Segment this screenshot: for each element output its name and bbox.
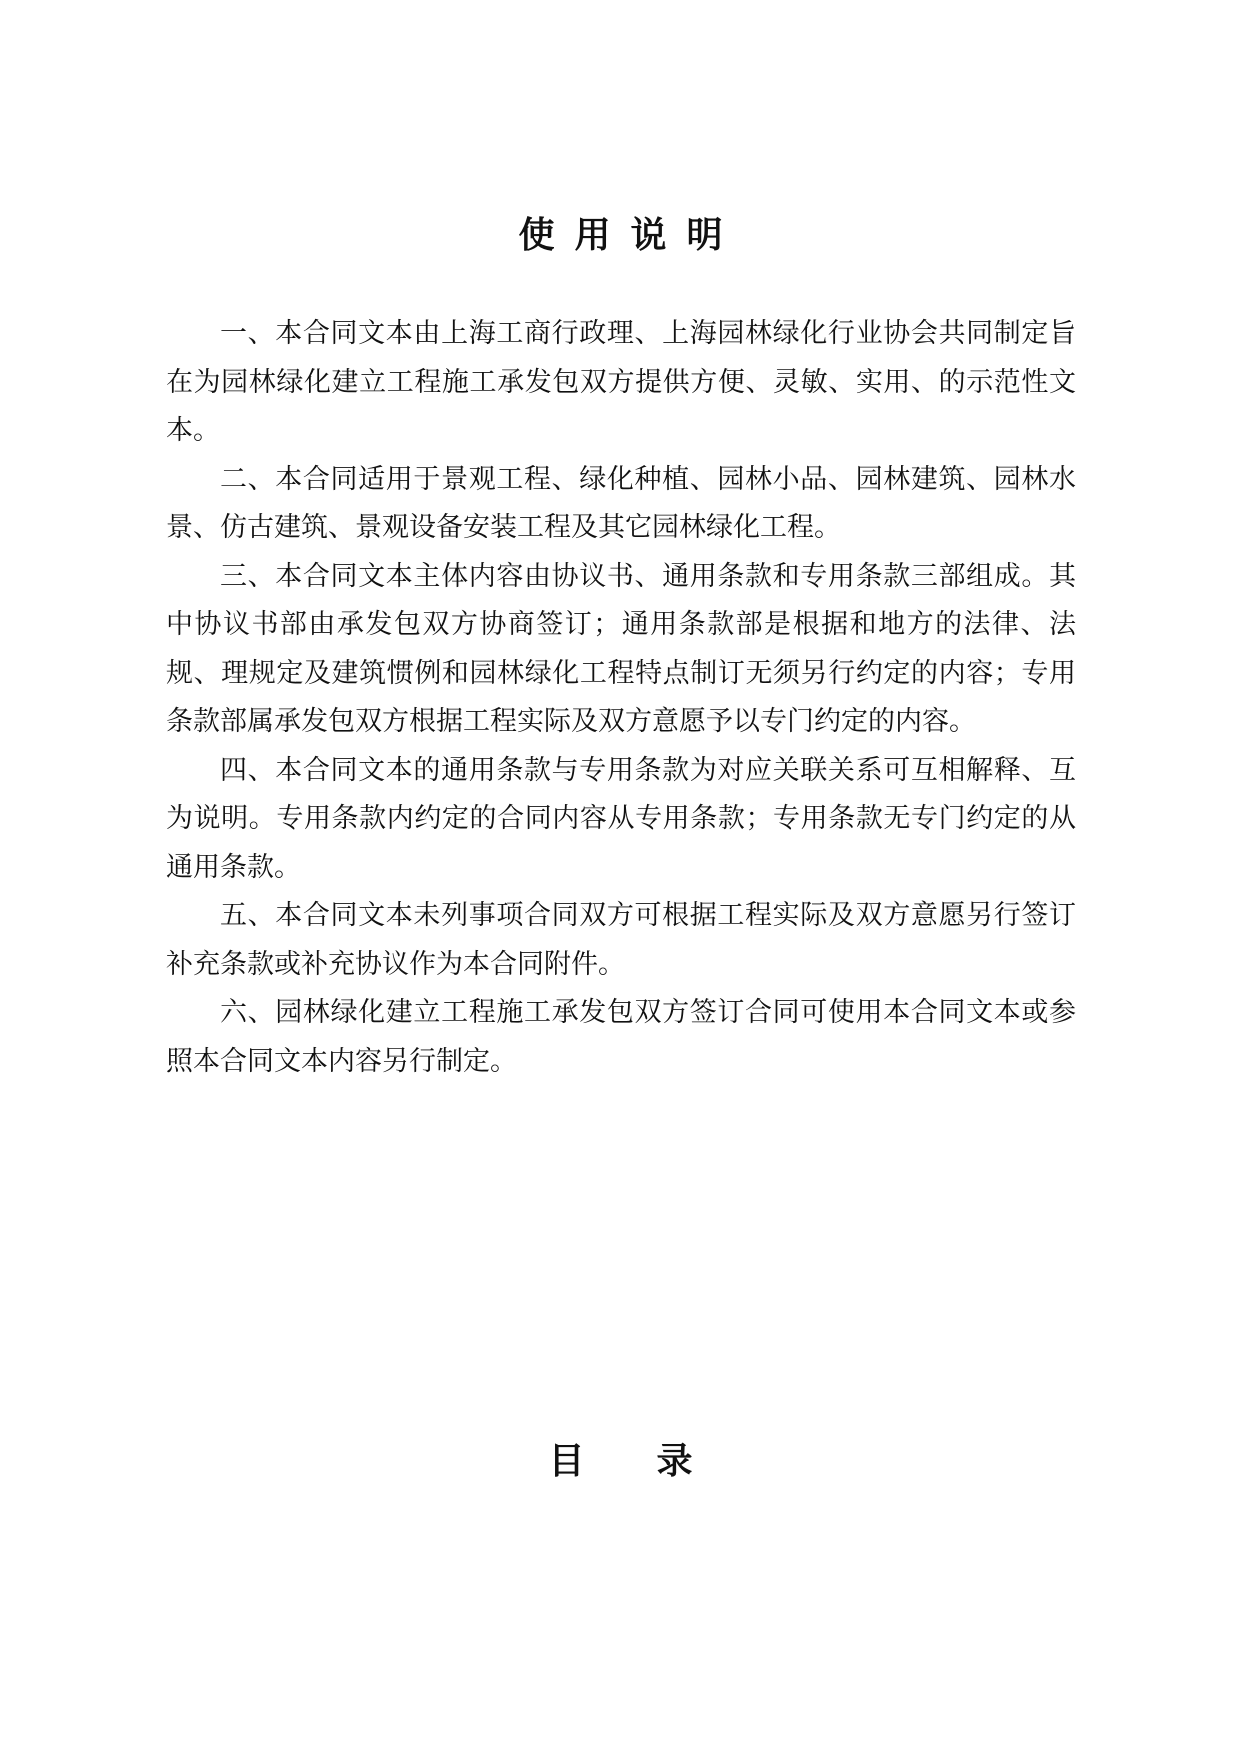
paragraph-3: 三、本合同文本主体内容由协议书、通用条款和专用条款三部组成。其中协议书部由承发包双方协商签订；通用条款部是根据和地方的法律、法规、理规定及建筑惯例和园林绿化工程特点制订无须另行约定的内容；专用条款部属承发包双方根据工程实际及双方意愿予以专门约定的内容。: [166, 560, 1076, 737]
page-title: 使用说明: [518, 214, 743, 256]
paragraph-5: 五、本合同文本未列事项合同双方可根据工程实际及双方意愿另行签订补充条款或补充协议作为本合同附件。: [166, 900, 1076, 980]
paragraph-1: 一、本合同文本由上海工商行政理、上海园林绿化行业协会共同制定旨在为园林绿化建立工程施工承发包双方提供方便、灵敏、实用、的示范性文本。: [166, 318, 1076, 446]
toc-heading: 目录: [548, 1440, 765, 1482]
paragraph-6: 六、园林绿化建立工程施工承发包双方签订合同可使用本合同文本或参照本合同文本内容另行制定。: [166, 997, 1076, 1077]
paragraph-4: 四、本合同文本的通用条款与专用条款为对应关联关系可互相解释、互为说明。专用条款内约定的合同内容从专用条款；专用条款无专门约定的从通用条款。: [166, 754, 1076, 883]
paragraph-2: 二、本合同适用于景观工程、绿化种植、园林小品、园林建筑、园林水景、仿古建筑、景观设备安装工程及其它园林绿化工程。: [166, 463, 1076, 543]
instructions-body: [166, 310, 1076, 1086]
